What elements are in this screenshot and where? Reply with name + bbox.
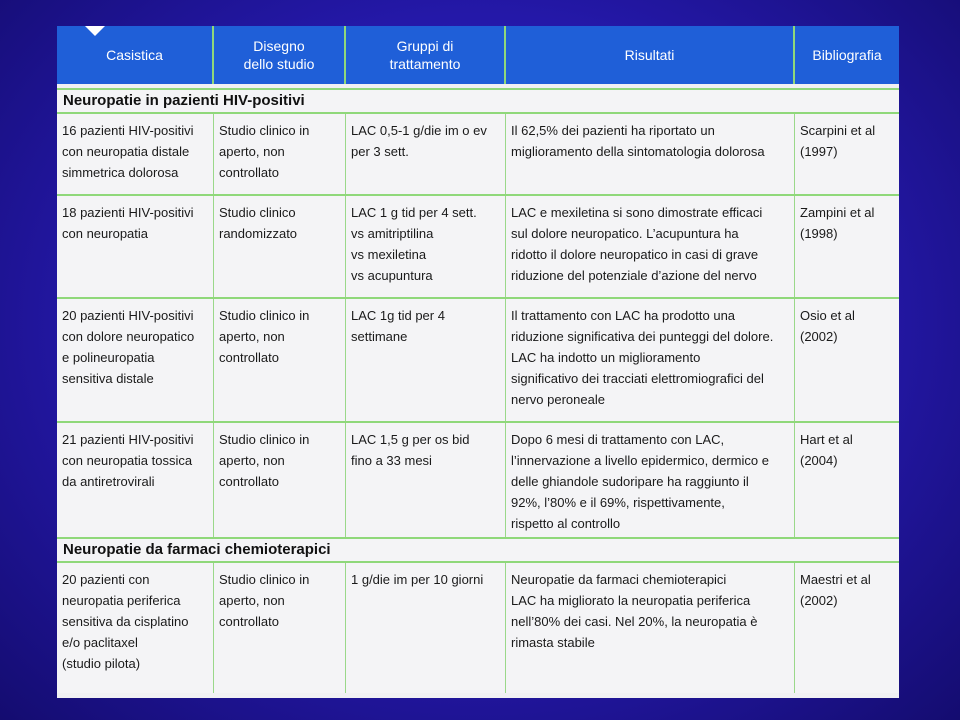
table-row: [57, 563, 899, 693]
cell-risultati: Dopo 6 mesi di trattamento con LAC, l’innervazione a livello epidermico, dermico e delle ghiandole sudoripare ha raggiunto il 92%, l’80% e il 69%, rispettivamente, rispetto al controllo: [506, 423, 795, 537]
cell-bibliografia: Hart et al (2004): [800, 432, 853, 468]
header-gruppi: Gruppi di trattamento: [346, 26, 506, 84]
cell-gruppi: LAC 1 g tid per 4 sett. vs amitriptilina vs mexiletina vs acupuntura: [346, 196, 506, 297]
cell-risultati: Neuropatie da farmaci chemioterapici LAC ha migliorato la neuropatia periferica nell’80% dei casi. Nel 20%, la neuropatia è rimasta stabile: [506, 563, 795, 693]
cell-casistica: 18 pazienti HIV-positivi con neuropatia: [57, 196, 214, 297]
cell-disegno: Studio clinico in aperto, non controllato: [214, 563, 346, 693]
header-disegno: Disegno dello studio: [214, 26, 346, 84]
cell-casistica: 16 pazienti HIV-positivi con neuropatia distale simmetrica dolorosa: [57, 114, 214, 194]
cell-gruppi: 1 g/die im per 10 giorni: [346, 563, 506, 693]
table-row: [57, 114, 899, 196]
cell-bibliografia: Zampini et al (1998): [800, 205, 875, 241]
table-row: [57, 299, 899, 423]
cell-gruppi: LAC 1,5 g per os bid fino a 33 mesi: [346, 423, 506, 537]
header-risultati: Risultati: [506, 26, 795, 84]
cell-bibliografia: Scarpini et al (1997): [800, 123, 876, 159]
triangle-marker-icon: [85, 26, 105, 36]
cell-disegno: Studio clinico randomizzato: [214, 196, 346, 297]
cell-disegno: Studio clinico in aperto, non controllato: [214, 299, 346, 421]
cell-bibliografia: Maestri et al (2002): [800, 572, 871, 608]
cell-risultati: Il trattamento con LAC ha prodotto una riduzione significativa dei punteggi del dolore. LAC ha indotto un miglioramento significativo dei tracciati elettromiografici del nervo peroneale: [506, 299, 795, 421]
slide-table: [57, 26, 899, 698]
cell-disegno: Studio clinico in aperto, non controllato: [214, 114, 346, 194]
table-header: [57, 26, 899, 84]
cell-bibliografia: Osio et al (2002): [800, 308, 855, 344]
section-title-chemio: Neuropatie da farmaci chemioterapici: [57, 537, 899, 563]
section-title-hiv: Neuropatie in pazienti HIV-positivi: [57, 88, 899, 114]
cell-disegno: Studio clinico in aperto, non controllato: [214, 423, 346, 537]
cell-gruppi: LAC 1g tid per 4 settimane: [346, 299, 506, 421]
cell-casistica: 21 pazienti HIV-positivi con neuropatia tossica da antiretrovirali: [57, 423, 214, 537]
cell-gruppi: LAC 0,5-1 g/die im o ev per 3 sett.: [346, 114, 506, 194]
table-row: [57, 196, 899, 299]
header-bibliografia: Bibliografia: [812, 47, 882, 63]
cell-risultati: Il 62,5% dei pazienti ha riportato un miglioramento della sintomatologia dolorosa: [506, 114, 795, 194]
table-body: [57, 88, 899, 693]
cell-casistica: 20 pazienti HIV-positivi con dolore neuropatico e polineuropatia sensitiva distale: [57, 299, 214, 421]
table-row: [57, 423, 899, 537]
header-casistica: Casistica: [57, 26, 214, 84]
cell-casistica: 20 pazienti con neuropatia periferica sensitiva da cisplatino e/o paclitaxel (studio pilota): [57, 563, 214, 693]
cell-risultati: LAC e mexiletina si sono dimostrate efficaci sul dolore neuropatico. L’acupuntura ha ridotto il dolore neuropatico in casi di grave riduzione del potenziale d’azione del nervo: [506, 196, 795, 297]
